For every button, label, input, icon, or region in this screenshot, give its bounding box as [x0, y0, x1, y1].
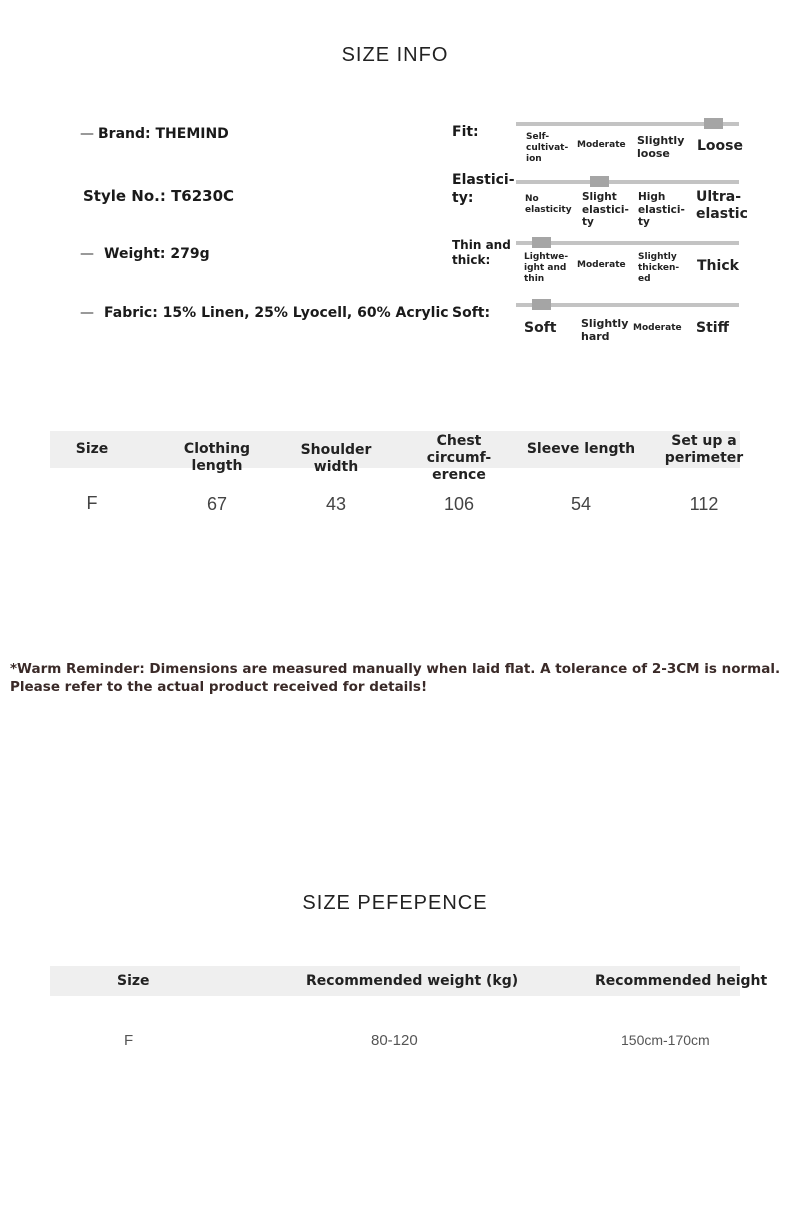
softness-option-4: Stiff — [696, 320, 729, 336]
size-reference-cell-size: F — [124, 1032, 134, 1049]
softness-option-3: Moderate — [633, 323, 682, 333]
elasticity-option-4: Ultra-elastic — [696, 189, 748, 222]
size-table-header-clothing-length: Clothing length — [183, 441, 251, 474]
size-info-title: SIZE INFO — [341, 44, 449, 66]
size-reference-header-size: Size — [117, 973, 150, 989]
thickness-option-2: Moderate — [577, 260, 626, 270]
elasticity-scale-bar — [516, 180, 739, 184]
thickness-option-3: Slightly thicken-ed — [638, 252, 680, 284]
softness-option-2: Slightly hard — [581, 317, 629, 344]
elasticity-label-line2: ty: — [452, 190, 474, 206]
dash-marker: — — [80, 305, 94, 321]
thickness-label-line2: thick: — [452, 253, 491, 267]
softness-scale-marker — [532, 299, 551, 310]
softness-option-1: Soft — [524, 320, 557, 336]
warm-reminder: *Warm Reminder: Dimensions are measured manually when laid flat. A tolerance of 2-3CM is normal. Please refer to the actual product received for details! — [10, 661, 781, 695]
elasticity-scale-marker — [590, 176, 609, 187]
dash-marker: — — [80, 126, 94, 142]
fit-scale-marker — [704, 118, 723, 129]
weight-text: Weight: 279g — [104, 246, 210, 262]
fit-option-1: Self-cultivat-ion — [526, 132, 569, 164]
brand-spec — [80, 126, 229, 142]
fabric-spec — [80, 305, 449, 321]
size-reference-cell-height: 150cm-170cm — [621, 1032, 710, 1048]
weight-spec — [80, 246, 210, 262]
fit-label: Fit: — [452, 124, 479, 140]
size-table-header-sleeve-length: Sleeve length — [526, 441, 636, 457]
thickness-scale-bar — [516, 241, 739, 245]
size-table-cell-sleeve-length: 54 — [570, 494, 592, 514]
size-table-cell-perimeter: 112 — [689, 494, 719, 514]
size-reference-header-weight: Recommended weight (kg) — [306, 973, 519, 989]
size-table-header-size: Size — [75, 441, 109, 457]
size-table-cell-clothing-length: 67 — [206, 494, 228, 514]
fit-option-3: Slightly loose — [637, 134, 685, 161]
thickness-scale-marker — [532, 237, 551, 248]
fit-option-2: Moderate — [577, 140, 626, 150]
style-no-spec: Style No.: T6230C — [83, 187, 235, 205]
size-table-header-bg — [50, 431, 740, 468]
fabric-text: Fabric: 15% Linen, 25% Lyocell, 60% Acrylic — [104, 305, 449, 321]
thickness-option-1: Lightwe-ight and thin — [524, 252, 569, 284]
size-table-cell-size: F — [86, 493, 98, 513]
softness-scale-bar — [516, 303, 739, 307]
dash-marker: — — [80, 246, 94, 262]
size-table-header-shoulder-width: Shoulder width — [300, 442, 372, 475]
size-reference-header-height: Recommended height — [595, 973, 768, 989]
thickness-label-line1: Thin and — [452, 238, 511, 252]
size-table-header-perimeter: Set up a perimeter — [664, 433, 744, 466]
elasticity-option-2: Slight elastici-ty — [582, 191, 629, 229]
fit-option-4: Loose — [697, 138, 743, 154]
thickness-option-4: Thick — [697, 258, 739, 274]
size-table-cell-shoulder-width: 43 — [325, 494, 347, 514]
size-table-header-chest: Chest circumf-erence — [426, 433, 492, 483]
brand-text: Brand: THEMIND — [98, 126, 229, 142]
size-reference-cell-weight: 80-120 — [371, 1032, 418, 1049]
elasticity-option-3: High elastici-ty — [638, 191, 685, 229]
fit-scale-bar — [516, 122, 739, 126]
elasticity-label-line1: Elastici- — [452, 172, 515, 188]
elasticity-option-1: No elasticity — [525, 194, 572, 215]
size-table-cell-chest: 106 — [443, 494, 475, 514]
size-reference-title: SIZE PEFEPENCE — [302, 892, 488, 914]
softness-label: Soft: — [452, 305, 491, 321]
